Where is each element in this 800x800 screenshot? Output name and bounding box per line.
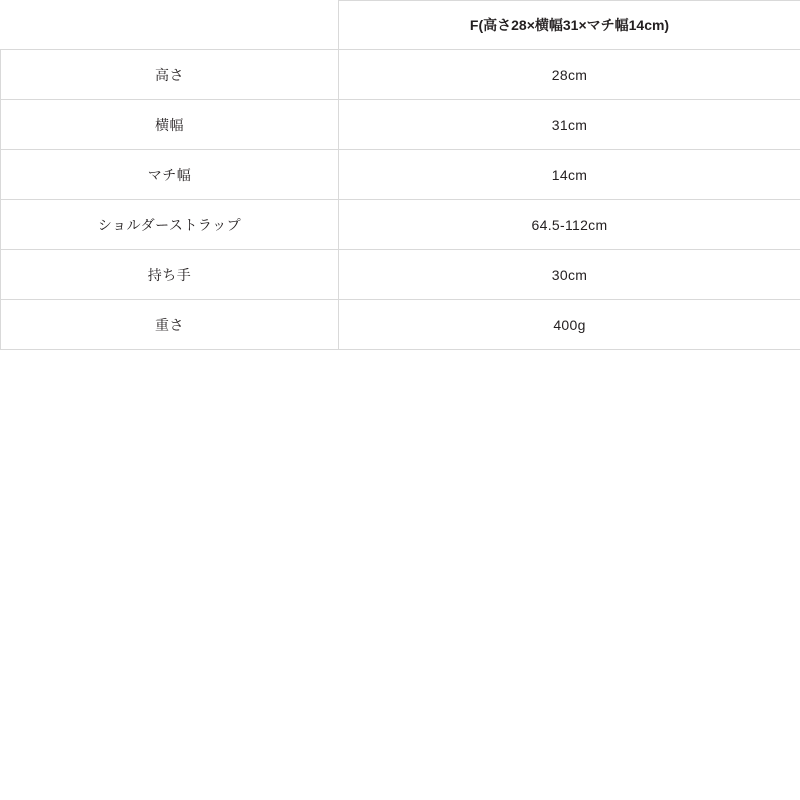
table-row — [1, 300, 800, 350]
header-label-column — [1, 1, 339, 50]
table-row — [1, 100, 800, 150]
spec-value: 31cm — [339, 100, 800, 150]
spec-value: 64.5-112cm — [339, 200, 800, 250]
spec-label: 重さ — [1, 300, 339, 350]
spec-label: マチ幅 — [1, 150, 339, 200]
table-row — [1, 250, 800, 300]
table-row — [1, 150, 800, 200]
spec-value: 30cm — [339, 250, 800, 300]
table-row — [1, 200, 800, 250]
spec-value: 28cm — [339, 50, 800, 100]
header-value-column: F(高さ28×横幅31×マチ幅14cm) — [339, 1, 800, 50]
spec-value: 14cm — [339, 150, 800, 200]
spec-label: 高さ — [1, 50, 339, 100]
spec-label: 持ち手 — [1, 250, 339, 300]
spec-label: 横幅 — [1, 100, 339, 150]
table-row — [1, 50, 800, 100]
product-spec-table — [0, 0, 800, 350]
spec-value: 400g — [339, 300, 800, 350]
table-header-row — [1, 1, 800, 50]
spec-label: ショルダーストラップ — [1, 200, 339, 250]
